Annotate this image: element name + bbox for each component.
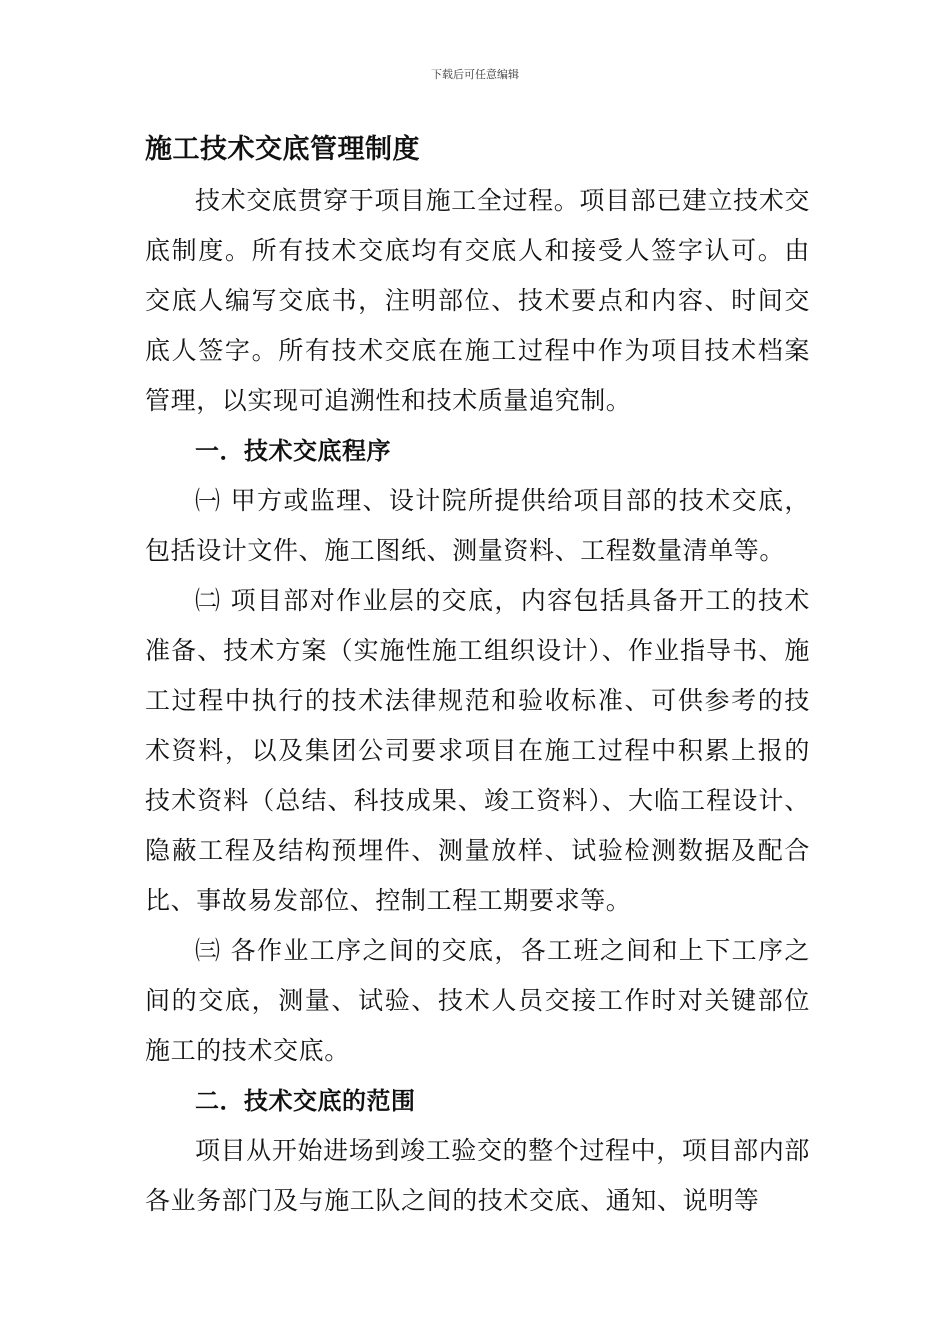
scope-paragraph: 项目从开始进场到竣工验交的整个过程中，项目部内部各业务部门及与施工队之间的技术交底、通知、说明等 [145, 1136, 810, 1215]
document-title: 施工技术交底管理制度 [145, 134, 420, 165]
page-header-note: 下载后可任意编辑 [431, 68, 519, 81]
section-heading-scope: 二．技术交底的范围 [195, 1087, 416, 1115]
procedure-item-3: ㈢ 各作业工序之间的交底，各工班之间和上下工序之间的交底，测量、试验、技术人员交接工作时对关键部位施工的技术交底。 [145, 936, 810, 1065]
procedure-item-1: ㈠ 甲方或监理、设计院所提供给项目部的技术交底，包括设计文件、施工图纸、测量资料、工程数量清单等。 [145, 486, 810, 565]
document-body [145, 126, 810, 1226]
procedure-item-2: ㈡ 项目部对作业层的交底，内容包括具备开工的技术准备、技术方案（实施性施工组织设计）、作业指导书、施工过程中执行的技术法律规范和验收标准、可供参考的技术资料，以及集团公司要求项目在施工过程中积累上报的技术资料（总结、科技成果、竣工资料）、大临工程设计、隐蔽工程及结构预埋件、测量放样、试验检测数据及配合比、事故易发部位、控制工程工期要求等。 [145, 586, 810, 915]
intro-paragraph: 技术交底贯穿于项目施工全过程。项目部已建立技术交底制度。所有技术交底均有交底人和接受人签字认可。由交底人编写交底书，注明部位、技术要点和内容、时间交底人签字。所有技术交底在施工过程中作为项目技术档案管理，以实现可追溯性和技术质量追究制。 [145, 186, 810, 415]
section-heading-procedure: 一．技术交底程序 [195, 437, 391, 465]
